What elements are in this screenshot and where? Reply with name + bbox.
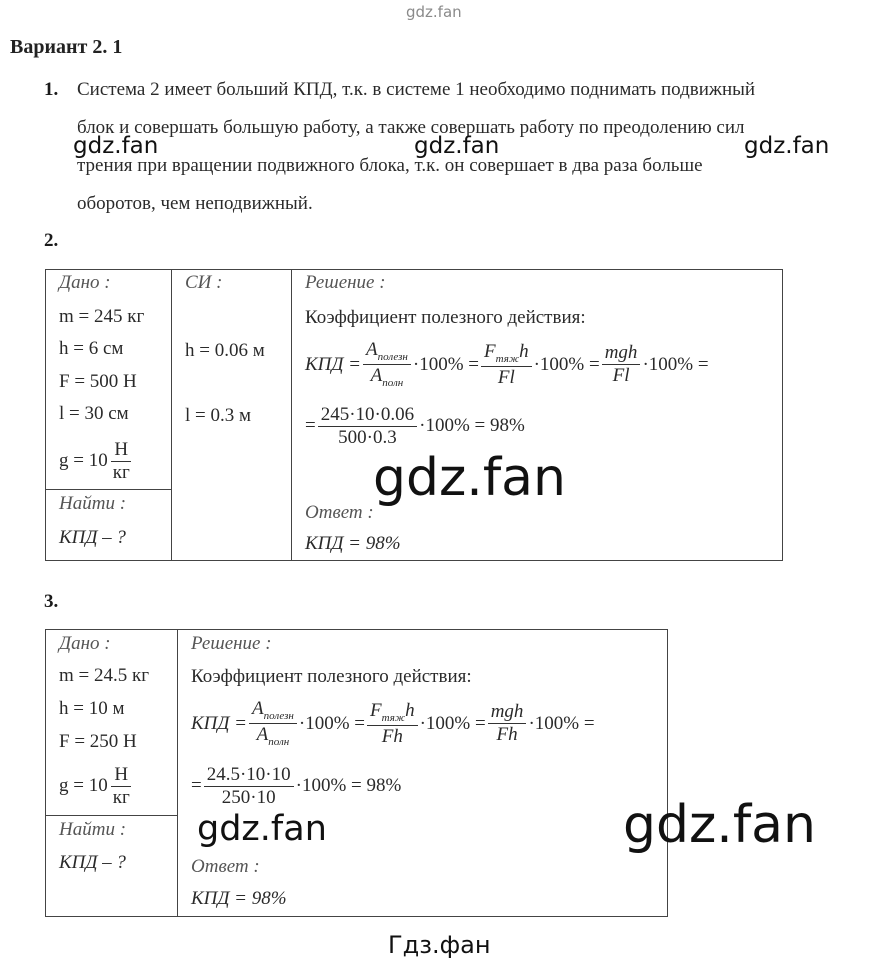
variant-title: Вариант 2. 1 — [10, 36, 123, 58]
task2-given-h: h = 6 см — [59, 338, 124, 359]
task3-g-unit-fraction: $\frac{Н}{кг}$ — [112, 764, 130, 808]
task3-solution-header: Решение : — [191, 633, 272, 654]
task2-answer-header: Ответ : — [305, 502, 374, 523]
task2-si-header: СИ : — [185, 272, 223, 293]
task3-formula: КПД = $\frac{A_{полезн}}{A_{полн}}$ ·100% = $\frac{F_{тяж}h}{Fh}$ ·100% = $\frac{\text{mgh}}{Fh}$ ·100% = — [191, 698, 595, 749]
task1-number: 1. — [44, 79, 59, 100]
task1-line-4: оборотов, чем неподвижный. — [77, 193, 313, 214]
task2-given-header: Дано : — [59, 272, 111, 293]
task2-find-header: Найти : — [59, 493, 127, 514]
watermark-footer: Гдз.фан — [388, 931, 491, 959]
task3-number: 3. — [44, 591, 59, 612]
task3-given-f: F = 250 Н — [59, 731, 137, 752]
task2-given-m: m = 245 кг — [59, 306, 145, 327]
task2-formula: КПД = $\frac{A_{полезн}}{A_{полн}}$ ·100% = $\frac{F_{тяж}h}{Fl}$ ·100% = $\frac{\text{mgh}}{Fl}$ ·100% = — [305, 339, 709, 390]
task1-line-1: Система 2 имеет больший КПД, т.к. в системе 1 необходимо поднимать подвижный — [77, 79, 756, 100]
task2-solution-header: Решение : — [305, 272, 386, 293]
watermark-top: gdz.fan — [406, 3, 462, 21]
watermark-big-center: gdz.fan — [373, 448, 566, 508]
task3-given-g: g = 10 $\frac{Н}{кг}$ — [59, 765, 135, 808]
task2-g-unit-fraction: $\frac{Н}{кг}$ — [112, 439, 130, 483]
watermark-small-right: gdz.fan — [744, 133, 830, 159]
task3-calculation: = $\frac{24.5\cdot 10\cdot 10}{250\cdot 10}$ ·100% = 98% — [191, 764, 402, 808]
task2-si-l: l = 0.3 м — [185, 405, 252, 426]
task3-find: КПД – ? — [59, 852, 126, 873]
task1-line-2: блок и совершать большую работу, а также совершать работу по преодолению сил — [77, 117, 745, 138]
task3-answer: КПД = 98% — [191, 888, 287, 909]
task3-find-header: Найти : — [59, 819, 127, 840]
task2-find: КПД – ? — [59, 527, 126, 548]
task3-solution-text: Коэффициент полезного действия: — [191, 666, 472, 687]
task2-given-g: g = 10 $\frac{Н}{кг}$ — [59, 440, 135, 483]
task2-given-l: l = 30 см — [59, 403, 129, 424]
task3-given-header: Дано : — [59, 633, 111, 654]
task3-given-h: h = 10 м — [59, 698, 125, 719]
watermark-small-left: gdz.fan — [73, 133, 159, 159]
task2-solution-text: Коэффициент полезного действия: — [305, 307, 586, 328]
watermark-big-right: gdz.fan — [623, 795, 816, 855]
task2-number: 2. — [44, 230, 59, 251]
task2-answer: КПД = 98% — [305, 533, 401, 554]
task3-given-m: m = 24.5 кг — [59, 665, 150, 686]
task2-calculation: = $\frac{245\cdot 10\cdot 0.06}{500\cdot 0.3}$ ·100% = 98% — [305, 404, 525, 448]
task2-si-h: h = 0.06 м — [185, 340, 265, 361]
task2-given-f: F = 500 Н — [59, 371, 137, 392]
watermark-mid-bottom: gdz.fan — [197, 809, 327, 849]
task1-line-3: трения при вращении подвижного блока, т.к. он совершает в два раза больше — [77, 155, 703, 176]
watermark-small-mid: gdz.fan — [414, 133, 500, 159]
task3-answer-header: Ответ : — [191, 856, 260, 877]
